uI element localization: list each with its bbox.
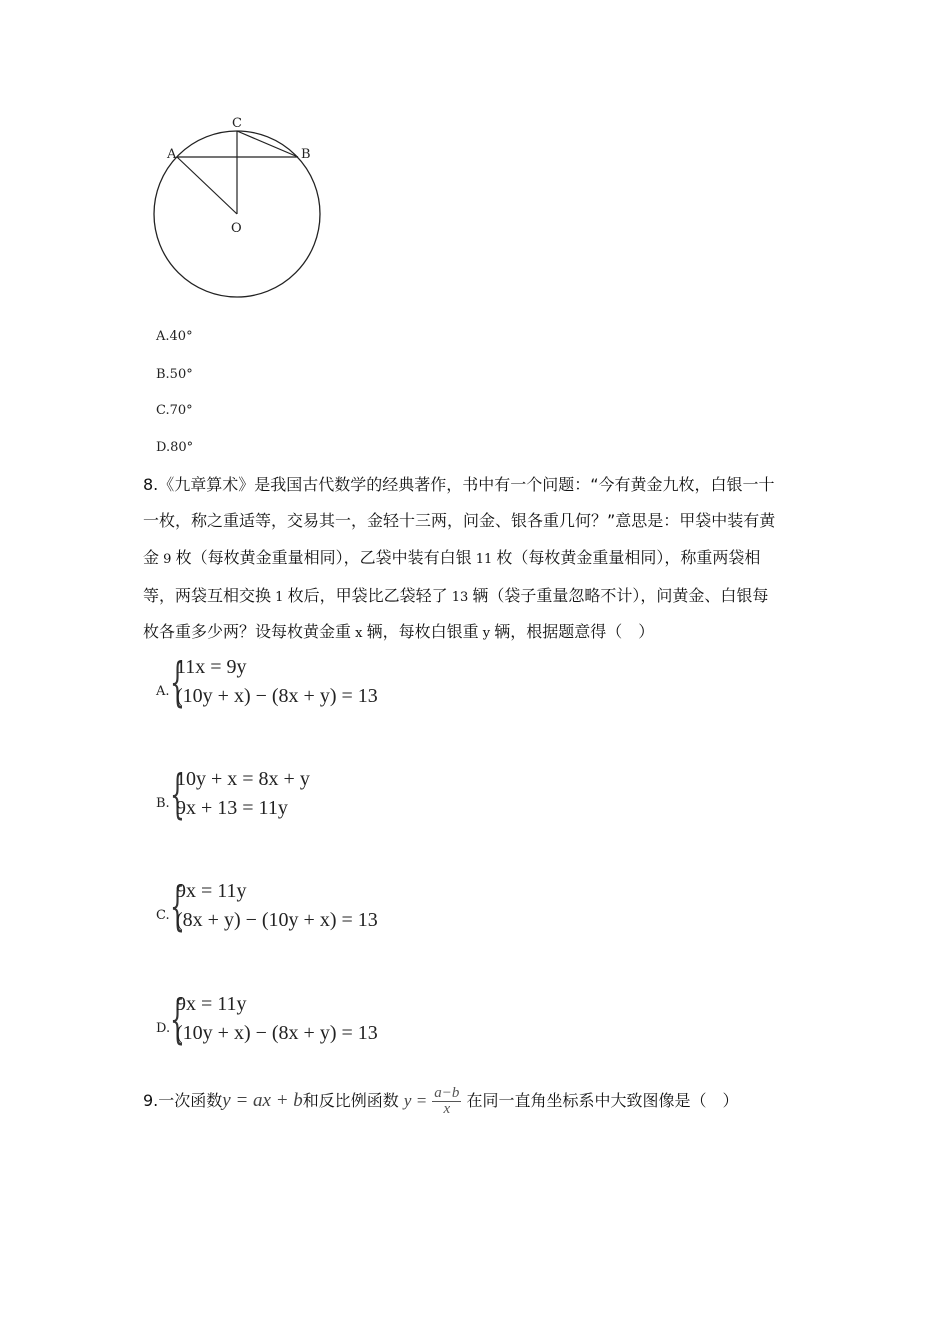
- option-label: C.: [156, 908, 170, 923]
- q8-option-d[interactable]: [156, 990, 576, 1053]
- q8-option-c[interactable]: [156, 877, 576, 940]
- q8-text-line-5: 枚各重多少两？设每枚黄金重 x 辆，每枚白银重 y 辆，根据题意得（ ）: [143, 622, 655, 641]
- equation-2: (10y + x) − (8x + y) = 13: [176, 1022, 378, 1044]
- brace-icon: {: [170, 765, 185, 825]
- equation-2: (8x + y) − (10y + x) = 13: [176, 909, 378, 931]
- label-c: C: [232, 116, 242, 131]
- q8-text-line-4: 等，两袋互相交换 1 枚后，甲袋比乙袋轻了 13 辆（袋子重量忽略不计），问黄金、白银每: [143, 586, 769, 605]
- q8-text-line-3: 金 9 枚（每枚黄金重量相同），乙袋中装有白银 11 枚（每枚黄金重量相同），称重两袋相: [143, 548, 761, 567]
- equation-1: 9x = 11y: [176, 880, 247, 902]
- q8-option-a[interactable]: [156, 653, 576, 716]
- segment-cb: [237, 131, 298, 157]
- equation-1: 9x = 11y: [176, 993, 247, 1015]
- q7-option-a[interactable]: A.40°: [156, 329, 193, 344]
- q9-text: 9.一次函数y = ax + b和反比例函数 y = $\frac{a-b}{x}$ 在同一直角坐标系中大致图像是（ ）: [143, 1085, 739, 1117]
- label-a: A: [167, 147, 177, 162]
- brace-icon: {: [170, 653, 185, 713]
- option-label: A.: [156, 684, 170, 699]
- circle-geometry-figure: [140, 110, 340, 310]
- segment-oa: [177, 157, 237, 214]
- brace-icon: {: [170, 877, 185, 937]
- q7-option-d[interactable]: D.80°: [156, 440, 194, 455]
- linear-function-expr: y = ax + b: [222, 1090, 303, 1111]
- q7-option-c[interactable]: C.70°: [156, 403, 193, 418]
- q7-option-b[interactable]: B.50°: [156, 367, 193, 382]
- label-b: B: [301, 147, 311, 162]
- q8-text-line-1: 8.《九章算术》是我国古代数学的经典著作，书中有一个问题：“今有黄金九枚，白银一十: [143, 475, 775, 494]
- equation-2: (10y + x) − (8x + y) = 13: [176, 685, 378, 707]
- inverse-function-lhs: y =: [403, 1091, 428, 1110]
- fraction-expr: $\frac{a-b}{x}$: [434, 1085, 460, 1117]
- brace-icon: {: [170, 990, 185, 1050]
- equation-1: 11x = 9y: [176, 656, 247, 678]
- equation-1: 10y + x = 8x + y: [176, 768, 310, 790]
- label-o: O: [231, 221, 242, 236]
- q8-option-b[interactable]: [156, 765, 576, 828]
- option-label: D.: [156, 1021, 171, 1036]
- option-label: B.: [156, 796, 170, 811]
- equation-2: 9x + 13 = 11y: [176, 797, 288, 819]
- q8-text-line-2: 一枚，称之重适等，交易其一，金轻十三两，问金、银各重几何？”意思是：甲袋中装有黄: [143, 511, 776, 530]
